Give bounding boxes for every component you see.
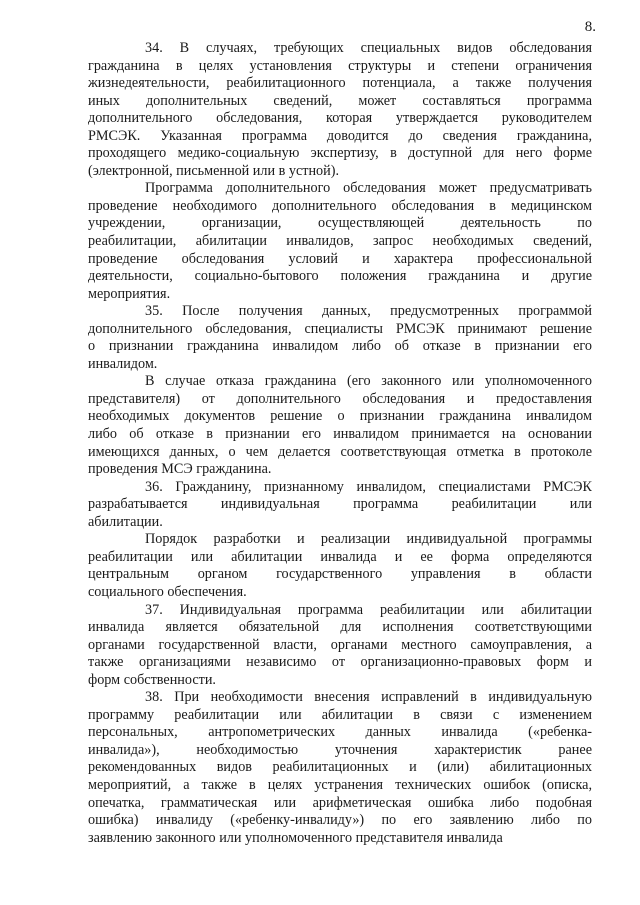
text-line: имеющихся данных, о чем делается соответствующая отметка в протоколе	[88, 443, 592, 460]
text-line: мероприятия.	[88, 285, 171, 302]
text-line: инвалида является обязательной для исполнения соответствующими	[88, 619, 592, 636]
text-line: В случае отказа гражданина (его законного или уполномоченного	[145, 373, 592, 390]
paragraph	[88, 373, 592, 478]
text-line: 38. При необходимости внесения исправлений в индивидуальную	[145, 689, 592, 706]
text-line: центральным органом государственного управления в области	[88, 566, 592, 583]
text-line: проведение необходимого дополнительного обследования в медицинском	[88, 197, 592, 214]
paragraph	[88, 40, 592, 180]
text-line: разрабатывается индивидуальная программа реабилитации или	[88, 496, 592, 513]
text-line: инвалида»), необходимостью уточнения характеристик ранее	[88, 741, 592, 758]
text-line: мероприятий, а также в целях устранения технических ошибок (описка,	[88, 776, 592, 793]
text-line: необходимых документов решение о признании гражданина инвалидом	[88, 408, 592, 425]
text-line: представителя) от дополнительного обследования и предоставления	[88, 390, 592, 407]
text-line: проведение обследования условий и характера профессиональной	[88, 250, 592, 267]
text-line: иных дополнительных сведений, может составляться программа	[88, 92, 592, 109]
text-line: (электронной, письменной или в устной).	[88, 162, 340, 179]
text-line: о признании гражданина инвалидом либо об отказе в признании его	[88, 338, 592, 355]
text-line: Программа дополнительного обследования может предусматривать	[145, 180, 592, 197]
text-line: органами государственной власти, органами местного самоуправления, а	[88, 636, 592, 653]
text-line: абилитации.	[88, 513, 163, 530]
text-line: инвалидом.	[88, 355, 158, 372]
text-line: реабилитации, абилитации инвалидов, запрос необходимых сведений,	[88, 233, 592, 250]
text-line: учреждении, организации, осуществляющей деятельность по	[88, 215, 592, 232]
paragraph	[88, 602, 592, 690]
text-line: дополнительного обследования, которая утверждается руководителем	[88, 110, 592, 127]
text-line: дополнительного обследования, специалисты РМСЭК принимают решение	[88, 320, 592, 337]
text-line: персональных, антропометрических данных инвалида («ребенка-	[88, 724, 592, 741]
paragraph	[88, 303, 592, 373]
text-line: Порядок разработки и реализации индивидуальной программы	[145, 531, 592, 548]
text-line: 35. После получения данных, предусмотренных программой	[145, 303, 592, 320]
text-line: опечатка, грамматическая или арифметическая ошибка либо подобная	[88, 794, 592, 811]
text-line: ошибка) инвалиду («ребенку-инвалиду») по его заявлению либо по	[88, 812, 592, 829]
text-line: 37. Индивидуальная программа реабилитации или абилитации	[145, 601, 592, 618]
text-line: проходящего медико-социальную экспертизу, в доступной для него форме	[88, 145, 592, 162]
text-line: 36. Гражданину, признанному инвалидом, специалистами РМСЭК	[145, 478, 592, 495]
text-line: программу реабилитации или абилитации в связи с изменением	[88, 706, 592, 723]
text-line: проведения МСЭ гражданина.	[88, 461, 272, 478]
text-line: либо об отказе в признании его инвалидом принимается на основании	[88, 426, 592, 443]
text-line: социального обеспечения.	[88, 583, 247, 600]
text-line: 34. В случаях, требующих специальных видов обследования	[145, 40, 592, 56]
text-line: деятельности, социально-бытового положения гражданина и другие	[88, 268, 592, 285]
text-line: также организациями независимо от организационно-правовых форм и	[88, 654, 592, 671]
paragraph	[88, 531, 592, 601]
paragraph	[88, 180, 592, 303]
text-line: реабилитации или абилитации инвалида и ее форма определяются	[88, 548, 592, 565]
text-line: заявлению законного или уполномоченного представителя инвалида	[88, 829, 503, 846]
text-line: рекомендованных видов реабилитационных и (или) абилитационных	[88, 759, 592, 776]
page-number: 8.	[584, 19, 596, 35]
paragraph	[88, 479, 592, 532]
text-line: гражданина в целях установления структуры и степени ограничения	[88, 57, 592, 74]
document-body	[88, 40, 592, 847]
paragraph	[88, 689, 592, 847]
text-line: жизнедеятельности, реабилитационного потенциала, а также получения	[88, 75, 592, 92]
text-line: форм собственности.	[88, 671, 216, 688]
text-line: РМСЭК. Указанная программа доводится до сведения гражданина,	[88, 127, 592, 144]
